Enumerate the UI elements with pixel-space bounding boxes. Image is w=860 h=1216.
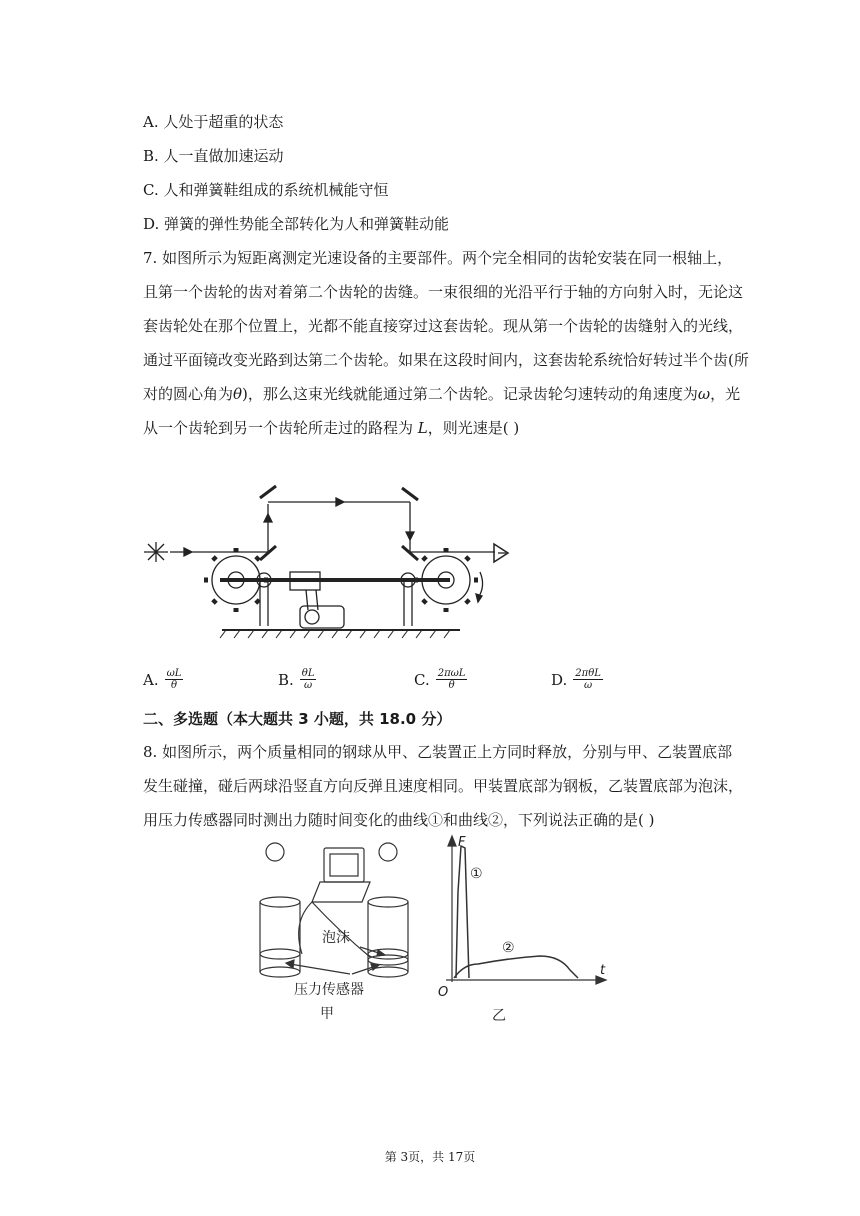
sensor-label: 压力传感器 (294, 982, 364, 998)
q7-line-6-a: 从一个齿轮到另一个齿轮所走过的路程为 (143, 419, 418, 437)
q6-option-c: C. 人和弹簧鞋组成的系统机械能守恒 (143, 181, 389, 199)
gear-apparatus-figure (140, 476, 520, 646)
curve-2-label: ② (502, 940, 515, 956)
option-a-fraction (165, 668, 184, 691)
ball-right (379, 843, 397, 861)
option-c-letter: C. (414, 670, 430, 689)
q7-line-5-b: )，那么这束光线就能通过第二个齿轮。记录齿轮匀速转动的角速度为 (242, 385, 698, 403)
option-b-fraction (300, 668, 317, 691)
theta-symbol: θ (233, 385, 243, 403)
q7-line-3: 套齿轮处在那个位置上，光都不能直接穿过这套齿轮。现从第一个齿轮的齿缝射入的光线， (143, 317, 744, 335)
ball-left (266, 843, 284, 861)
option-b-numerator: θL (301, 668, 315, 679)
option-d-fraction (573, 668, 603, 691)
q8-line-3: 用压力传感器同时测出力随时间变化的曲线①和曲线②，下列说法正确的是( ) (143, 811, 655, 829)
q7-line-5 (143, 384, 740, 404)
laptop-icon (312, 848, 370, 902)
axis-f-label: F (458, 835, 466, 850)
q7-line-6-b: ，则光速是( ) (427, 419, 520, 437)
right-caption: 乙 (492, 1008, 506, 1024)
q6-option-a: A. 人处于超重的状态 (143, 113, 284, 131)
q7-line-2: 且第一个齿轮的齿对着第二个齿轮的齿缝。一束很细的光沿平行于轴的方向射入时，无论这 (143, 283, 744, 301)
q6-option-b: B. 人一直做加速运动 (143, 147, 284, 165)
mirror-top-right (402, 488, 418, 500)
mirror-top-left (260, 486, 276, 498)
page-footer: 第 3页，共 17页 (384, 1150, 476, 1164)
section-heading-multiple-choice: 二、多选题（本大题共 3 小题，共 18.0 分） (143, 710, 452, 728)
q7-line-6 (143, 418, 519, 438)
q8-line-1: 8. 如图所示，两个质量相同的钢球从甲、乙装置正上方同时释放，分别与甲、乙装置底部 (143, 743, 733, 761)
curve-1 (456, 846, 469, 978)
q7-line-5-a: 对的圆心角为 (143, 385, 234, 403)
force-sensor-figure (240, 832, 620, 1027)
l-symbol: L (417, 419, 428, 437)
option-c-numerator: 2πωL (437, 668, 466, 679)
left-caption: 甲 (320, 1006, 334, 1022)
option-a-numerator: ωL (166, 668, 182, 679)
option-a-letter: A. (143, 670, 159, 689)
omega-symbol: ω (697, 385, 711, 403)
q7-line-4: 通过平面镜改变光路到达第二个齿轮。如果在这段时间内，这套齿轮系统恰好转过半个齿(所 (143, 351, 749, 369)
q7-option-d (551, 668, 603, 691)
option-c-fraction (436, 668, 468, 691)
origin-label: O (438, 985, 449, 1000)
q7-option-c (414, 668, 467, 691)
curve-1-label: ① (470, 866, 483, 882)
option-d-denominator: ω (583, 680, 593, 691)
axis-t-label: t (600, 963, 606, 978)
observer-eye-icon (494, 544, 508, 562)
q7-line-5-c: ，光 (710, 385, 741, 403)
q8-line-2: 发生碰撞，碰后两球沿竖直方向反弹且速度相同。甲装置底部为钢板，乙装置底部为泡沫， (143, 777, 744, 795)
q6-option-d: D. 弹簧的弹性势能全部转化为人和弹簧鞋动能 (143, 215, 450, 233)
q7-line-1: 7. 如图所示为短距离测定光速设备的主要部件。两个完全相同的齿轮安装在同一根轴上， (143, 249, 733, 267)
option-b-letter: B. (278, 670, 294, 689)
option-b-denominator: ω (304, 680, 313, 691)
option-d-numerator: 2πθL (575, 668, 601, 679)
light-source-icon (144, 542, 168, 562)
q7-option-b (278, 668, 316, 691)
option-d-letter: D. (551, 670, 568, 689)
foam-label: 泡沫 (322, 930, 350, 946)
q7-option-a (143, 668, 183, 691)
option-c-denominator: θ (448, 680, 455, 691)
curve-2 (454, 956, 578, 978)
option-a-denominator: θ (170, 680, 178, 691)
